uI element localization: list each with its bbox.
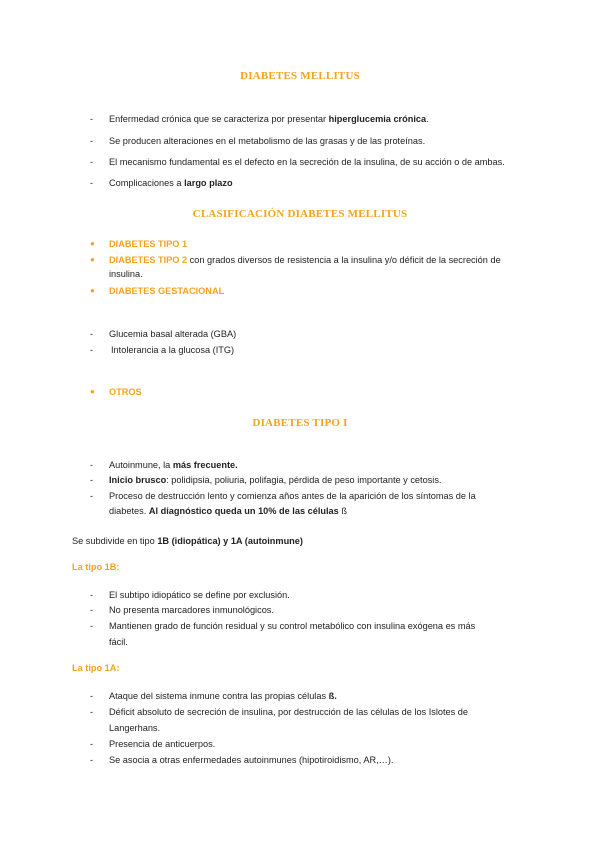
- clasif-otros: OTROS: [109, 387, 142, 397]
- dash-marker: -: [90, 491, 94, 501]
- dash-marker: -: [90, 691, 94, 701]
- clasif-itg: Intolerancia a la glucosa (ITG): [111, 345, 235, 355]
- clasif-gestacional: DIABETES GESTACIONAL: [109, 286, 225, 296]
- text-bold: largo plazo: [184, 178, 233, 188]
- intro-line-1: [109, 113, 429, 125]
- text-label: DIABETES TIPO 2: [109, 255, 188, 265]
- text: diabetes.: [109, 506, 149, 516]
- dash-marker: -: [90, 475, 94, 485]
- tipo1a-line-3: Langerhans.: [109, 723, 161, 733]
- text: ß: [338, 506, 347, 516]
- tipo1b-line-1: El subtipo idiopático se define por exclusión.: [109, 590, 290, 600]
- tipo1-line-3: Proceso de destrucción lento y comienza años antes de la aparición de los síntomas de la: [109, 491, 476, 501]
- tipo1b-heading: La tipo 1B:: [72, 562, 120, 572]
- clasif-tipo1: DIABETES TIPO 1: [109, 239, 188, 249]
- tipo1a-heading: La tipo 1A:: [72, 663, 120, 673]
- text: : polidipsia, poliuria, polifagia, pérdida de peso importante y cetosis.: [166, 475, 442, 485]
- dash-marker: -: [90, 345, 94, 355]
- tipo1-line-4: [109, 505, 347, 517]
- bullet-marker: ●: [90, 239, 95, 248]
- text: Ataque del sistema inmune contra las propias células: [109, 691, 329, 701]
- tipo1a-line-5: Se asocia a otras enfermedades autoinmunes (hipotiroidismo, AR,…).: [109, 755, 394, 765]
- tipo1a-line-2: Déficit absoluto de secreción de insulina, por destrucción de las células de los Islotes de: [109, 707, 469, 717]
- text-bold: ß.: [328, 691, 337, 701]
- dash-marker: -: [90, 460, 94, 470]
- text: Complicaciones a: [109, 178, 185, 188]
- bullet-marker: ●: [90, 255, 95, 264]
- tipo1-title: DIABETES TIPO I: [252, 417, 348, 429]
- clasif-tipo2: [109, 254, 501, 266]
- dash-marker: -: [90, 136, 94, 146]
- clasif-tipo2-cont: insulina.: [109, 269, 143, 279]
- text-bold: hiperglucemia crónica: [328, 114, 427, 124]
- dash-marker: -: [90, 329, 94, 339]
- dash-marker: -: [90, 755, 94, 765]
- text: Enfermedad crónica que se caracteriza por presentar: [109, 114, 329, 124]
- dash-marker: -: [90, 178, 94, 188]
- intro-line-3: El mecanismo fundamental es el defecto en la secreción de la insulina, de su acción o de ambas.: [109, 157, 505, 167]
- text-bold: Inicio brusco: [109, 475, 167, 485]
- tipo1a-line-4: Presencia de anticuerpos.: [109, 739, 216, 749]
- clasificacion-title: CLASIFICACIÓN DIABETES MELLITUS: [192, 208, 408, 220]
- dash-marker: -: [90, 739, 94, 749]
- text-bold: más frecuente.: [172, 460, 238, 470]
- tipo1b-line-3: Mantienen grado de función residual y su control metabólico con insulina exógena es más: [109, 621, 476, 631]
- intro-line-4: [109, 177, 233, 189]
- dash-marker: -: [90, 605, 94, 615]
- intro-line-2: Se producen alteraciones en el metabolismo de las grasas y de las proteínas.: [109, 136, 426, 146]
- text-bold: Al diagnóstico queda un 10% de las células: [148, 506, 339, 516]
- main-title: DIABETES MELLITUS: [240, 70, 360, 82]
- tipo1a-line-1: [109, 690, 337, 702]
- bullet-marker: ●: [90, 286, 95, 295]
- dash-marker: -: [90, 114, 94, 124]
- tipo1b-line-2: No presenta marcadores inmunológicos.: [109, 605, 274, 615]
- bullet-marker: ●: [90, 387, 95, 396]
- dash-marker: -: [90, 707, 94, 717]
- dash-marker: -: [90, 590, 94, 600]
- tipo1-line-2: [109, 474, 441, 486]
- dash-marker: -: [90, 157, 94, 167]
- clasif-gba: Glucemia basal alterada (GBA): [109, 329, 237, 339]
- text: .: [426, 114, 429, 124]
- text: Se subdivide en tipo: [72, 536, 158, 546]
- dash-marker: -: [90, 621, 94, 631]
- tipo1-subdivide: [72, 535, 303, 547]
- text: Autoinmune, la: [109, 460, 173, 470]
- text: con grados diversos de resistencia a la insulina y/o déficit de la secreción de: [187, 255, 501, 265]
- tipo1-line-1: [109, 459, 238, 471]
- text-bold: 1B (idiopática) y 1A (autoinmune): [157, 536, 303, 546]
- tipo1b-line-4: fácil.: [109, 637, 128, 647]
